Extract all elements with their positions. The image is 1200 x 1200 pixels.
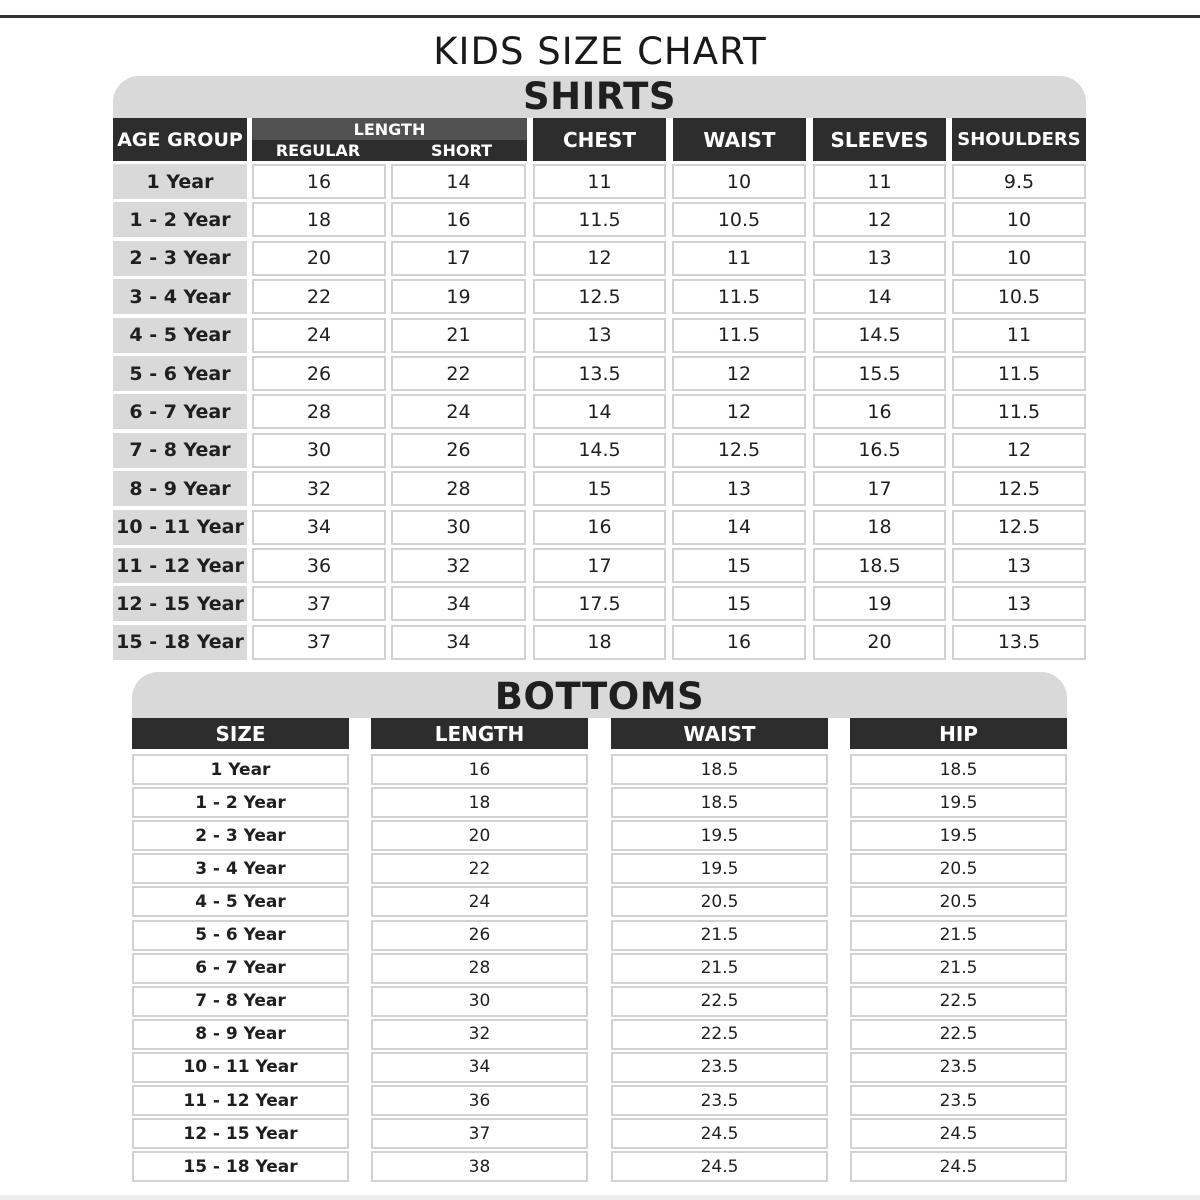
bottoms-length-cell: 38: [371, 1151, 588, 1182]
shirts-waist-cell: 15: [672, 548, 806, 583]
bottoms-length-cell: 22: [371, 853, 588, 884]
header-length: LENGTH: [252, 118, 527, 140]
shirts-waist-cell: 15: [672, 586, 806, 621]
shirts-chest-cell: 11.5: [533, 202, 666, 237]
bottoms-length-cell: 32: [371, 1019, 588, 1050]
shirts-regular-cell: 36: [252, 548, 386, 583]
header-length: LENGTH: [371, 718, 588, 749]
shirts-regular-cell: 18: [252, 202, 386, 237]
header-short: SHORT: [430, 141, 493, 160]
bottoms-heading: BOTTOMS: [494, 675, 705, 718]
shirts-heading: SHIRTS: [522, 75, 677, 118]
bottoms-waist-cell: 19.5: [611, 853, 828, 884]
shirts-sleeves-cell: 16: [813, 394, 946, 429]
page-title: KIDS SIZE CHART: [433, 30, 767, 73]
bottoms-waist-cell: 23.5: [611, 1052, 828, 1083]
bottoms-hip-cell: 23.5: [850, 1085, 1067, 1116]
bottoms-length-cell: 26: [371, 920, 588, 951]
header-size: SIZE: [132, 718, 349, 749]
shirts-chest-cell: 17: [533, 548, 666, 583]
shirts-age-cell: 1 - 2 Year: [113, 202, 247, 237]
bottoms-size-cell: 12 - 15 Year: [132, 1118, 349, 1149]
bottoms-hip-cell: 21.5: [850, 953, 1067, 984]
bottoms-size-cell: 10 - 11 Year: [132, 1052, 349, 1083]
shirts-age-cell: 8 - 9 Year: [113, 471, 247, 506]
shirts-regular-cell: 32: [252, 471, 386, 506]
shirts-regular-cell: 20: [252, 241, 386, 276]
bottoms-waist-cell: 18.5: [611, 754, 828, 785]
shirts-chest-cell: 12.5: [533, 279, 666, 314]
shirts-waist-cell: 16: [672, 625, 806, 660]
shirts-regular-cell: 30: [252, 433, 386, 468]
shirts-age-cell: 10 - 11 Year: [113, 510, 247, 545]
shirts-shoulders-cell: 10: [952, 241, 1086, 276]
bottoms-hip-cell: 24.5: [850, 1151, 1067, 1182]
shirts-shoulders-cell: 12: [952, 433, 1086, 468]
shirts-sleeves-cell: 15.5: [813, 356, 946, 391]
bottoms-length-cell: 30: [371, 986, 588, 1017]
shirts-age-cell: 12 - 15 Year: [113, 586, 247, 621]
shirts-sleeves-cell: 17: [813, 471, 946, 506]
bottoms-size-cell: 7 - 8 Year: [132, 986, 349, 1017]
shirts-short-cell: 34: [391, 625, 526, 660]
shirts-regular-cell: 37: [252, 586, 386, 621]
shirts-sleeves-cell: 18.5: [813, 548, 946, 583]
bottom-band: [0, 1195, 1200, 1200]
shirts-sleeves-cell: 19: [813, 586, 946, 621]
bottoms-hip-cell: 19.5: [850, 820, 1067, 851]
shirts-shoulders-cell: 13: [952, 548, 1086, 583]
bottoms-length-cell: 16: [371, 754, 588, 785]
bottoms-waist-cell: 23.5: [611, 1085, 828, 1116]
bottoms-length-cell: 28: [371, 953, 588, 984]
shirts-age-cell: 15 - 18 Year: [113, 625, 247, 660]
shirts-waist-cell: 14: [672, 510, 806, 545]
shirts-chest-cell: 11: [533, 164, 666, 199]
shirts-age-cell: 5 - 6 Year: [113, 356, 247, 391]
shirts-waist-cell: 12: [672, 356, 806, 391]
bottoms-size-cell: 11 - 12 Year: [132, 1085, 349, 1116]
bottoms-size-cell: 3 - 4 Year: [132, 853, 349, 884]
shirts-waist-cell: 12.5: [672, 433, 806, 468]
shirts-waist-cell: 11.5: [672, 279, 806, 314]
shirts-shoulders-cell: 10: [952, 202, 1086, 237]
shirts-sleeves-cell: 11: [813, 164, 946, 199]
shirts-waist-cell: 10: [672, 164, 806, 199]
bottoms-banner: [132, 672, 1067, 718]
shirts-chest-cell: 16: [533, 510, 666, 545]
shirts-waist-cell: 11: [672, 241, 806, 276]
shirts-sleeves-cell: 12: [813, 202, 946, 237]
shirts-sleeves-cell: 18: [813, 510, 946, 545]
shirts-short-cell: 21: [391, 318, 526, 353]
bottoms-length-cell: 36: [371, 1085, 588, 1116]
bottoms-size-cell: 6 - 7 Year: [132, 953, 349, 984]
bottoms-size-cell: 2 - 3 Year: [132, 820, 349, 851]
shirts-short-cell: 26: [391, 433, 526, 468]
bottoms-hip-cell: 20.5: [850, 886, 1067, 917]
shirts-short-cell: 34: [391, 586, 526, 621]
bottoms-hip-cell: 22.5: [850, 986, 1067, 1017]
shirts-chest-cell: 14.5: [533, 433, 666, 468]
shirts-shoulders-cell: 13: [952, 586, 1086, 621]
bottoms-waist-cell: 18.5: [611, 787, 828, 818]
shirts-chest-cell: 18: [533, 625, 666, 660]
bottoms-waist-cell: 22.5: [611, 986, 828, 1017]
shirts-waist-cell: 11.5: [672, 318, 806, 353]
top-rule: [0, 15, 1200, 18]
shirts-short-cell: 30: [391, 510, 526, 545]
bottoms-hip-cell: 19.5: [850, 787, 1067, 818]
header-regular: REGULAR: [275, 141, 361, 160]
bottoms-waist-cell: 21.5: [611, 920, 828, 951]
shirts-short-cell: 28: [391, 471, 526, 506]
bottoms-waist-cell: 21.5: [611, 953, 828, 984]
shirts-shoulders-cell: 13.5: [952, 625, 1086, 660]
shirts-age-cell: 3 - 4 Year: [113, 279, 247, 314]
shirts-regular-cell: 22: [252, 279, 386, 314]
header-shoulders: SHOULDERS: [952, 118, 1086, 161]
bottoms-size-cell: 1 Year: [132, 754, 349, 785]
bottoms-hip-cell: 23.5: [850, 1052, 1067, 1083]
bottoms-size-cell: 15 - 18 Year: [132, 1151, 349, 1182]
bottoms-length-cell: 24: [371, 886, 588, 917]
shirts-sleeves-cell: 14: [813, 279, 946, 314]
shirts-regular-cell: 24: [252, 318, 386, 353]
shirts-short-cell: 16: [391, 202, 526, 237]
bottoms-waist-cell: 22.5: [611, 1019, 828, 1050]
bottoms-size-cell: 5 - 6 Year: [132, 920, 349, 951]
shirts-sleeves-cell: 16.5: [813, 433, 946, 468]
shirts-short-cell: 17: [391, 241, 526, 276]
shirts-shoulders-cell: 10.5: [952, 279, 1086, 314]
shirts-waist-cell: 10.5: [672, 202, 806, 237]
shirts-shoulders-cell: 12.5: [952, 510, 1086, 545]
shirts-age-cell: 1 Year: [113, 164, 247, 199]
header-waist: WAIST: [611, 718, 828, 749]
shirts-short-cell: 19: [391, 279, 526, 314]
shirts-age-cell: 4 - 5 Year: [113, 318, 247, 353]
bottoms-hip-cell: 24.5: [850, 1118, 1067, 1149]
shirts-banner: [113, 76, 1086, 118]
bottoms-length-cell: 18: [371, 787, 588, 818]
shirts-shoulders-cell: 11.5: [952, 356, 1086, 391]
shirts-short-cell: 32: [391, 548, 526, 583]
shirts-chest-cell: 13: [533, 318, 666, 353]
bottoms-waist-cell: 24.5: [611, 1118, 828, 1149]
bottoms-size-cell: 4 - 5 Year: [132, 886, 349, 917]
shirts-shoulders-cell: 11.5: [952, 394, 1086, 429]
bottoms-waist-cell: 24.5: [611, 1151, 828, 1182]
bottoms-hip-cell: 20.5: [850, 853, 1067, 884]
shirts-age-cell: 7 - 8 Year: [113, 433, 247, 468]
bottoms-length-cell: 37: [371, 1118, 588, 1149]
bottoms-length-cell: 34: [371, 1052, 588, 1083]
shirts-sleeves-cell: 14.5: [813, 318, 946, 353]
shirts-short-cell: 24: [391, 394, 526, 429]
shirts-chest-cell: 14: [533, 394, 666, 429]
bottoms-size-cell: 1 - 2 Year: [132, 787, 349, 818]
shirts-age-cell: 11 - 12 Year: [113, 548, 247, 583]
bottoms-length-cell: 20: [371, 820, 588, 851]
shirts-regular-cell: 16: [252, 164, 386, 199]
shirts-shoulders-cell: 11: [952, 318, 1086, 353]
bottoms-size-cell: 8 - 9 Year: [132, 1019, 349, 1050]
header-sleeves: SLEEVES: [813, 118, 946, 161]
header-hip: HIP: [850, 718, 1067, 749]
bottoms-hip-cell: 18.5: [850, 754, 1067, 785]
shirts-waist-cell: 12: [672, 394, 806, 429]
shirts-shoulders-cell: 12.5: [952, 471, 1086, 506]
shirts-short-cell: 22: [391, 356, 526, 391]
header-age-group: AGE GROUP: [113, 118, 247, 161]
shirts-shoulders-cell: 9.5: [952, 164, 1086, 199]
shirts-age-cell: 6 - 7 Year: [113, 394, 247, 429]
shirts-sleeves-cell: 13: [813, 241, 946, 276]
shirts-chest-cell: 13.5: [533, 356, 666, 391]
header-waist: WAIST: [673, 118, 806, 161]
shirts-regular-cell: 26: [252, 356, 386, 391]
bottoms-waist-cell: 19.5: [611, 820, 828, 851]
shirts-sleeves-cell: 20: [813, 625, 946, 660]
shirts-regular-cell: 28: [252, 394, 386, 429]
shirts-age-cell: 2 - 3 Year: [113, 241, 247, 276]
shirts-regular-cell: 34: [252, 510, 386, 545]
shirts-chest-cell: 12: [533, 241, 666, 276]
header-chest: CHEST: [533, 118, 666, 161]
shirts-waist-cell: 13: [672, 471, 806, 506]
bottoms-waist-cell: 20.5: [611, 886, 828, 917]
shirts-chest-cell: 15: [533, 471, 666, 506]
shirts-short-cell: 14: [391, 164, 526, 199]
bottoms-hip-cell: 21.5: [850, 920, 1067, 951]
bottoms-hip-cell: 22.5: [850, 1019, 1067, 1050]
shirts-regular-cell: 37: [252, 625, 386, 660]
shirts-chest-cell: 17.5: [533, 586, 666, 621]
